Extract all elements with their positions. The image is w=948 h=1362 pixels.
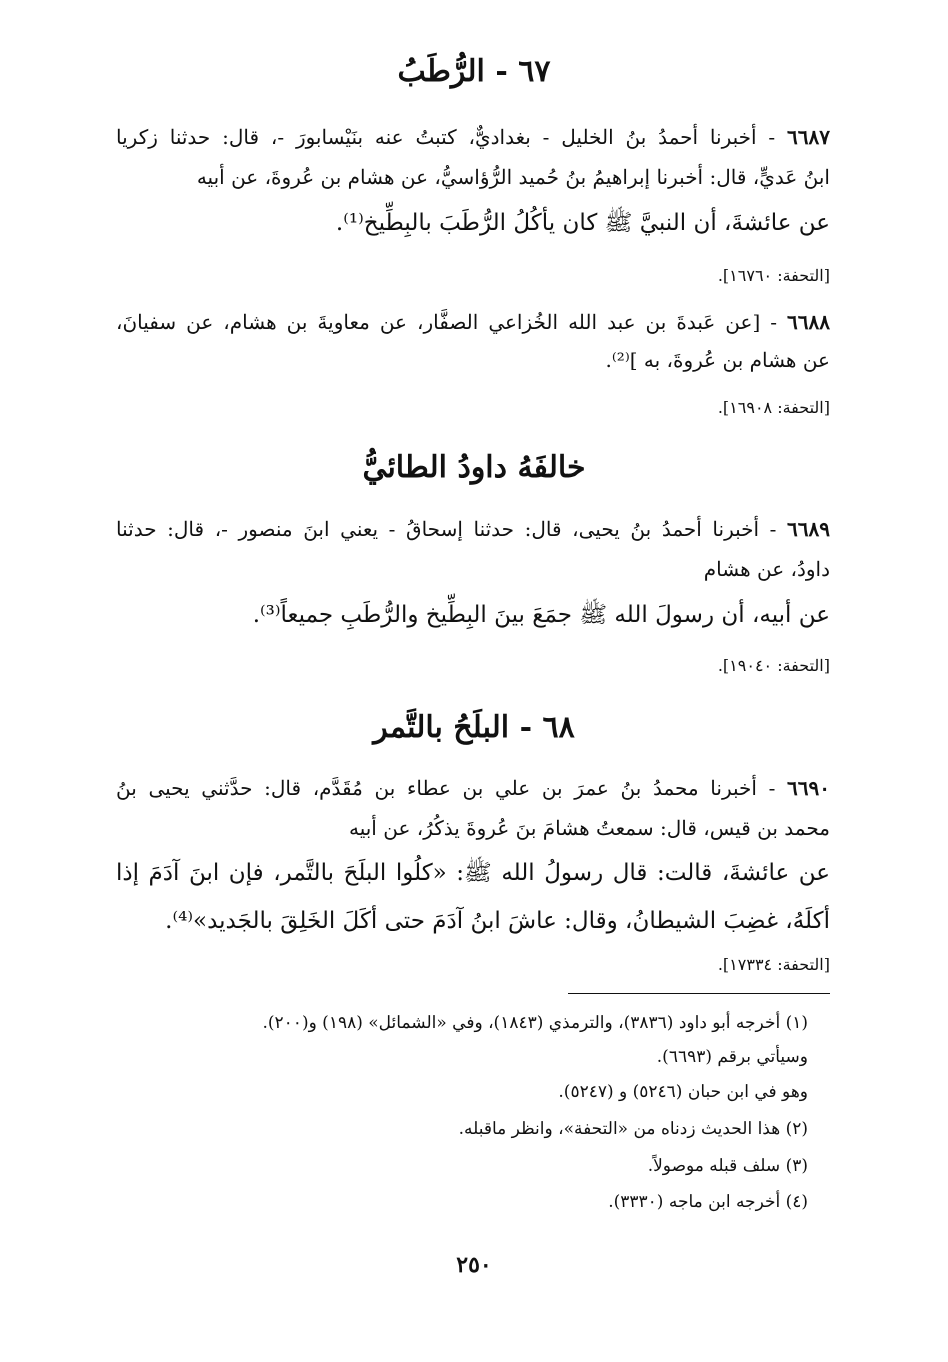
- chapter-heading-67: ٦٧ - الرُّطَبُ: [397, 54, 551, 89]
- hadith-6687-tuhfa-ref: [التحفة: ١٦٧٦٠].: [717, 266, 830, 285]
- hadith-6689-line-2: داودُ، عن هشام: [703, 557, 830, 581]
- hadith-6690-matn-line-2: أكلَهُ، غضِبَ الشيطانُ، وقال: عاشَ ابنُ آدَمَ حتى أكَلَ الخَلِقَ بالجَديد»⁽⁴⁾.: [165, 908, 830, 934]
- footnote-1: (١) أخرجه أبو داود (٣٨٣٦)، والترمذي (١٨٤٣)، وفي «الشمائل» (١٩٨) و(٢٠٠).: [262, 1013, 808, 1033]
- hadith-6687-line-1: [116, 120, 830, 154]
- isnad-text: - أخبرنا أحمدُ بنُ الخليل - بغداديٌّ، كتبتُ عنه بنَيْسابورَ -، قال: حدثنا زكريا: [116, 125, 788, 149]
- isnad-text: - أخبرنا أحمدُ بنُ يحيى، قال: حدثنا إسحاقُ - يعني ابنَ منصور -، قال: حدثنا: [116, 517, 788, 541]
- footnote-separator: [568, 993, 830, 994]
- hadith-6690-matn-line-1: عن عائشةَ، قالت: قال رسولُ الله ﷺ: «كلُوا البلَحَ بالتَّمر، فإن ابنَ آدَمَ إذا: [116, 860, 830, 886]
- hadith-6690-tuhfa-ref: [التحفة: ١٧٣٣٤].: [717, 955, 830, 974]
- hadith-6687-matn: عن عائشةَ، أن النبيَّ ﷺ كان يأكُلُ الرُّطَبَ بالبِطِّيخ⁽¹⁾.: [335, 210, 830, 236]
- footnote-2: (٢) هذا الحديث زدناه من «التحفة»، وانظر ماقبله.: [458, 1119, 808, 1139]
- hadith-6690-line-1: [116, 771, 830, 805]
- footnote-1-cont-b: وهو في ابن حبان (٥٢٤٦) و (٥٢٤٧).: [558, 1082, 808, 1102]
- hadith-6688-line-2: عن هشام بن عُروةَ، به ]⁽²⁾.: [605, 348, 830, 372]
- hadith-number: ٦٦٨٩: [787, 517, 830, 541]
- hadith-6689-line-1: [116, 512, 830, 546]
- hadith-number: ٦٦٨٨: [787, 310, 830, 334]
- hadith-number: ٦٦٩٠: [787, 776, 830, 800]
- hadith-number: ٦٦٨٧: [787, 125, 830, 149]
- section-heading-khalifa: خالفَهُ داودُ الطائيُّ: [362, 450, 586, 485]
- footnote-3: (٣) سلف قبله موصولاً.: [647, 1156, 808, 1176]
- hadith-6689-matn: عن أبيه، أن رسولَ الله ﷺ جمَعَ بينَ البِطِّيخ والرُّطَبِ جميعاً⁽³⁾.: [252, 602, 830, 628]
- footnote-1-cont-a: وسيأتي برقم (٦٦٩٣).: [656, 1047, 808, 1067]
- chapter-heading-68: ٦٨ - البلَحُ بالتَّمر: [373, 710, 575, 745]
- hadith-6688-tuhfa-ref: [التحفة: ١٦٩٠٨].: [717, 398, 830, 417]
- isnad-text: - أخبرنا محمدُ بنُ عمرَ بن علي بن عطاء بن مُقَدَّم، قال: حدَّثني يحيى بنُ: [116, 776, 788, 800]
- page-number: ٢٥٠: [456, 1252, 492, 1278]
- hadith-6690-line-2: محمد بن قيس، قال: سمعتُ هشامَ بنَ عُروةَ يذكُرُ، عن أبيه: [348, 816, 830, 840]
- footnote-4: (٤) أخرجه ابن ماجه (٣٣٣٠).: [608, 1192, 808, 1212]
- isnad-text: - [عن عَبدةَ بن عبد الله الخُزاعي الصفَّار، عن معاويةَ بن هشام، عن سفيانَ،: [116, 310, 788, 334]
- hadith-6687-line-2: ابنُ عَديٍّ، قال: أخبرنا إبراهيمُ بنُ حُميد الرُّؤاسيُّ، عن هشام بن عُروةَ، عن أبيه: [196, 165, 830, 189]
- hadith-6689-tuhfa-ref: [التحفة: ١٩٠٤٠].: [717, 656, 830, 675]
- hadith-6688-line-1: [116, 305, 830, 339]
